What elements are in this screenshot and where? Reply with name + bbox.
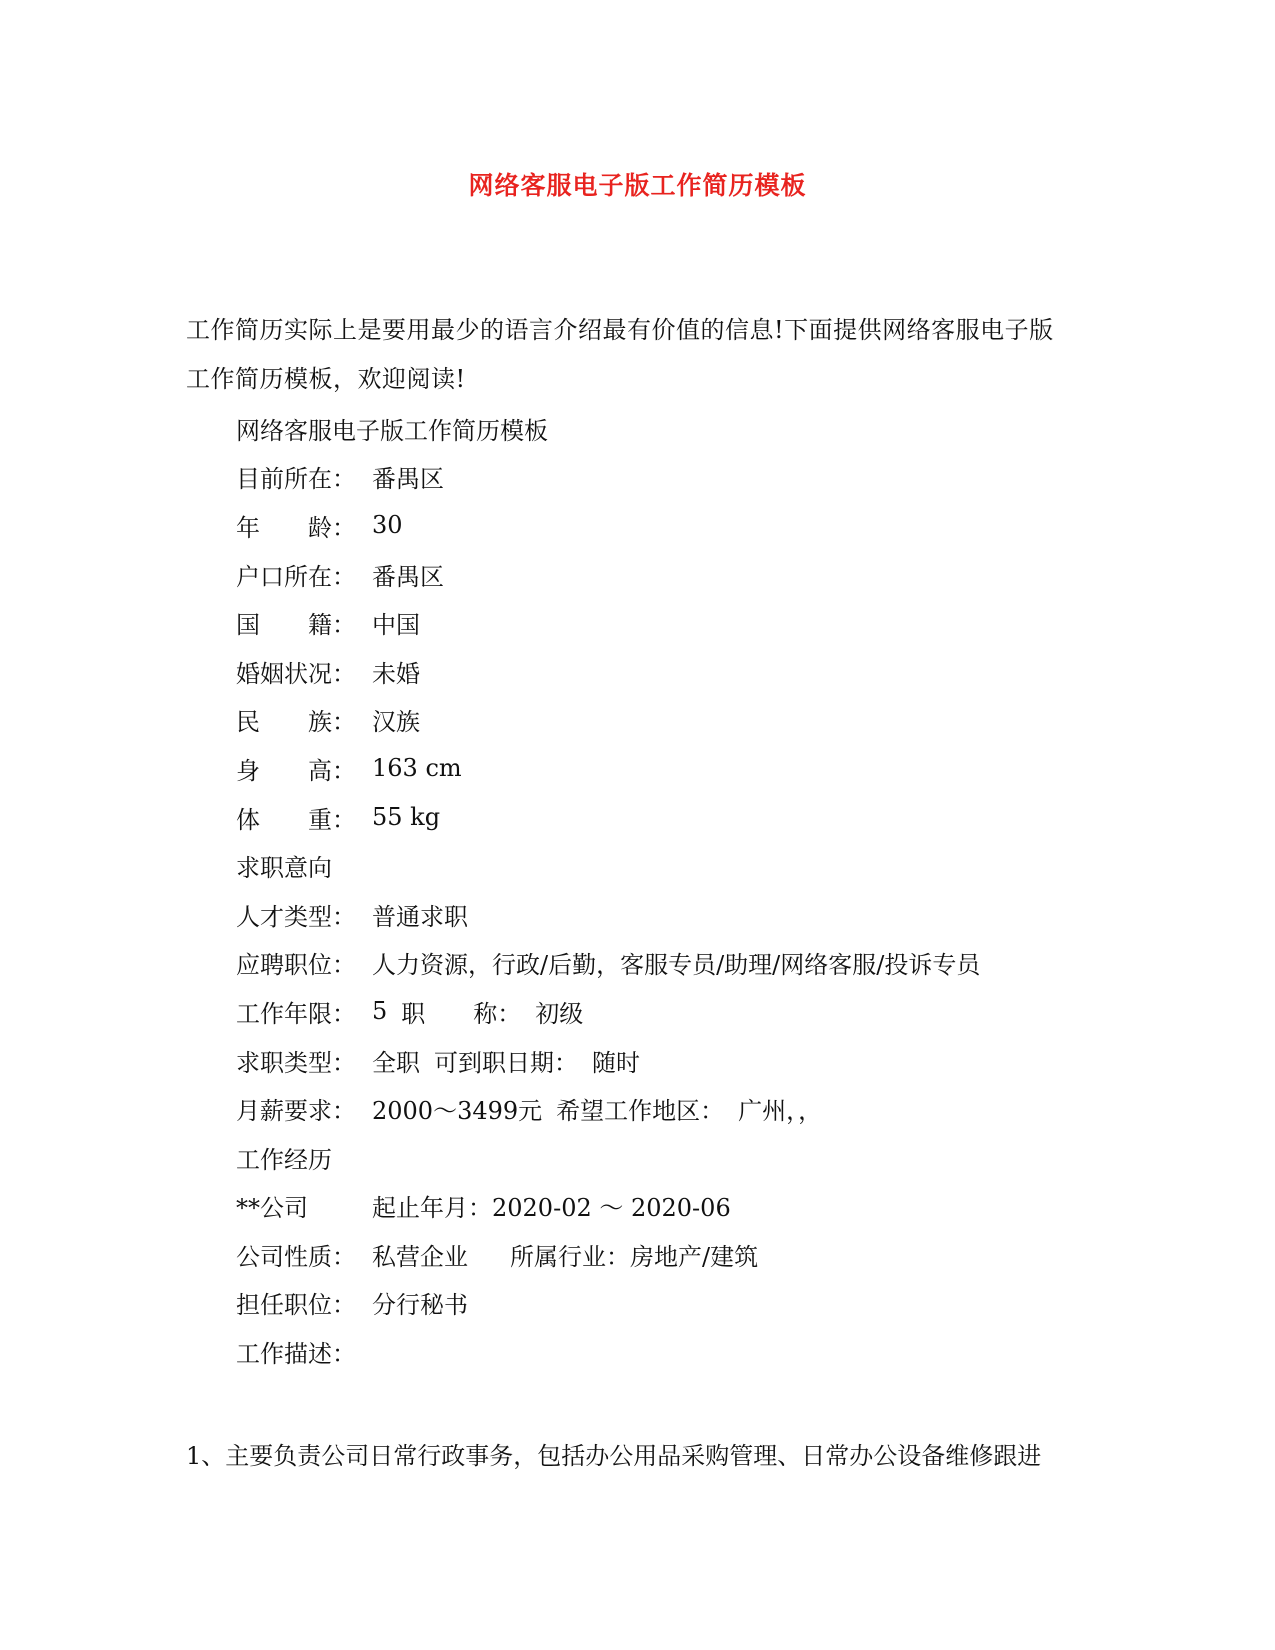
industry-label: 所属行业： — [510, 1242, 630, 1271]
role-value: 分行秘书 — [372, 1291, 468, 1320]
salary-row — [236, 1084, 1136, 1133]
jobtype-label: 求职类型： — [236, 1048, 356, 1077]
available-value: 随时 — [592, 1048, 640, 1077]
jobtype-row — [236, 1036, 1136, 1085]
ethnic-label: 民 族： — [236, 708, 356, 737]
nature-value: 私营企业 — [372, 1242, 468, 1271]
title-value: 初级 — [535, 999, 584, 1028]
company-name: **公司 — [236, 1194, 308, 1223]
hukou-label: 户口所在： — [236, 562, 356, 591]
industry-value: 房地产/建筑 — [630, 1242, 759, 1271]
title-label: 职 称： — [401, 999, 522, 1028]
intro-line-2: 工作简历模板，欢迎阅读! — [186, 365, 466, 393]
location-row — [236, 453, 1136, 502]
position-value: 人力资源，行政/后勤，客服专员/助理/网络客服/投诉专员 — [372, 951, 981, 980]
role-row — [236, 1279, 1136, 1328]
talent-row — [236, 890, 1136, 939]
nature-label: 公司性质： — [236, 1242, 356, 1271]
weight-value: 55 kg — [372, 803, 441, 832]
location-label: 目前所在： — [236, 465, 356, 494]
years-label: 工作年限： — [236, 999, 356, 1028]
talent-label: 人才类型： — [236, 902, 356, 931]
desc-label: 工作描述： — [236, 1340, 356, 1369]
list-item: 1、主要负责公司日常行政事务，包括办公用品采购管理、日常办公设备维修跟进 — [186, 1442, 1042, 1470]
marital-label: 婚姻状况： — [236, 659, 356, 688]
intent-heading-row — [236, 841, 1136, 890]
area-label: 希望工作地区： — [556, 1097, 725, 1126]
available-label: 可到职日期： — [434, 1048, 578, 1077]
role-label: 担任职位： — [236, 1291, 356, 1320]
intro-paragraph — [186, 306, 1086, 404]
nationality-row — [236, 598, 1136, 647]
hukou-value: 番禺区 — [372, 562, 444, 591]
area-value: 广州，， — [738, 1097, 823, 1126]
experience-heading: 工作经历 — [236, 1145, 332, 1174]
jobtype-value: 全职 — [372, 1048, 420, 1077]
talent-value: 普通求职 — [372, 902, 468, 931]
height-label: 身 高： — [236, 756, 356, 785]
experience-heading-row — [236, 1133, 1136, 1182]
desc-row — [236, 1327, 1136, 1376]
marital-value: 未婚 — [372, 659, 420, 688]
hukou-row — [236, 550, 1136, 599]
height-row — [236, 744, 1136, 793]
marital-row — [236, 647, 1136, 696]
years-value: 5 — [372, 997, 388, 1026]
period-label: 起止年月： — [372, 1194, 492, 1223]
weight-label: 体 重： — [236, 805, 356, 834]
position-label: 应聘职位： — [236, 951, 356, 980]
years-row — [236, 987, 1136, 1036]
intro-line-1: 工作简历实际上是要用最少的语言介绍最有价值的信息!下面提供网络客服电子版 — [186, 316, 1054, 344]
sub-title: 网络客服电子版工作简历模板 — [236, 416, 548, 445]
company-row — [236, 1182, 1136, 1231]
ethnic-value: 汉族 — [372, 708, 420, 737]
ethnic-row — [236, 696, 1136, 745]
nationality-value: 中国 — [372, 611, 420, 640]
salary-label: 月薪要求： — [236, 1097, 356, 1126]
salary-value: 2000～3499元 — [372, 1097, 543, 1126]
sub-title-row — [236, 404, 1136, 453]
height-value: 163 cm — [372, 754, 462, 783]
resume-rows — [236, 404, 1136, 1376]
age-value: 30 — [372, 511, 403, 540]
nature-row — [236, 1230, 1136, 1279]
age-row — [236, 501, 1136, 550]
age-label: 年 龄： — [236, 513, 356, 542]
intent-heading: 求职意向 — [236, 854, 332, 883]
position-row — [236, 939, 1136, 988]
nationality-label: 国 籍： — [236, 611, 356, 640]
document-title: 网络客服电子版工作简历模板 — [468, 171, 807, 200]
period-value: 2020-02 ～ 2020-06 — [492, 1194, 731, 1223]
location-value: 番禺区 — [372, 465, 444, 494]
weight-row — [236, 793, 1136, 842]
